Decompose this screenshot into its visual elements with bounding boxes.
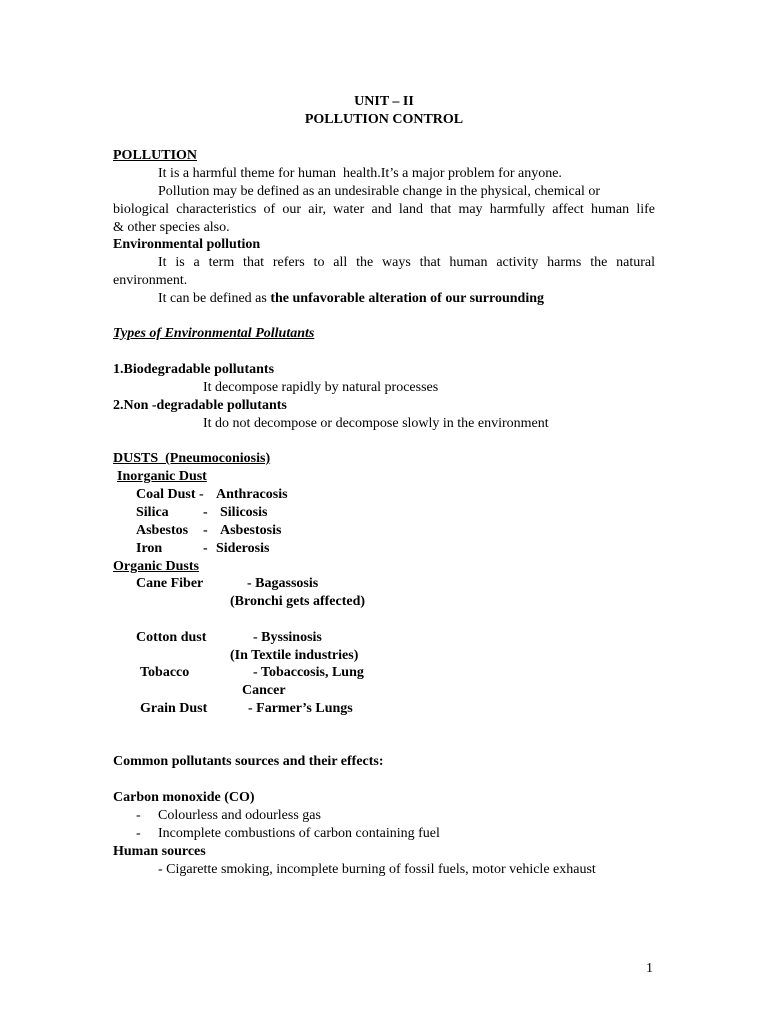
inorganic-dash-asbestos: - <box>203 523 208 538</box>
organic-disease-cane: - Bagassosis <box>247 576 319 591</box>
organic-name-cane: Cane Fiber <box>136 576 204 591</box>
page-title: POLLUTION CONTROL <box>304 112 464 127</box>
inorganic-disease-iron: Siderosis <box>216 541 270 556</box>
co-bullet-2: - <box>136 826 141 841</box>
inorganic-name-silica: Silica <box>136 505 169 520</box>
organic-name-grain: Grain Dust <box>140 701 208 716</box>
dusts-heading: DUSTS (Pneumoconiosis) <box>113 451 271 466</box>
environmental-heading: Environmental pollution <box>113 237 261 252</box>
pollution-definition-3: & other species also. <box>113 220 230 235</box>
organic-disease-cotton: - Byssinosis <box>253 630 322 645</box>
inorganic-dash-iron: - <box>203 541 208 556</box>
organic-dusts-heading: Organic Dusts <box>113 559 199 574</box>
human-sources-line: - Cigarette smoking, incomplete burning of fossil fuels, motor vehicle exhaust <box>158 862 596 877</box>
organic-disease-tobacco-cont: Cancer <box>242 683 286 698</box>
unit-label: UNIT – II <box>354 94 414 109</box>
types-heading: Types of Environmental Pollutants <box>113 326 315 341</box>
co-item-1: Colourless and odourless gas <box>158 808 321 823</box>
co-heading: Carbon monoxide (CO) <box>113 790 255 805</box>
page-number: 1 <box>646 961 653 976</box>
organic-name-cotton: Cotton dust <box>136 630 207 645</box>
pollution-heading: POLLUTION <box>113 148 198 163</box>
biodegradable-desc: It decompose rapidly by natural processes <box>203 380 439 395</box>
organic-disease-grain: - Farmer’s Lungs <box>248 701 353 716</box>
inorganic-dash-silica: - <box>203 505 208 520</box>
inorganic-name-asbestos: Asbestos <box>136 523 189 538</box>
inorganic-dust-heading: Inorganic Dust <box>117 469 207 484</box>
pollution-intro: It is a harmful theme for human health.It’s a major problem for anyone. <box>158 166 562 181</box>
organic-note-cotton: (In Textile industries) <box>230 648 359 663</box>
co-item-2: Incomplete combustions of carbon containing fuel <box>158 826 440 841</box>
nondegradable-heading: 2.Non -degradable pollutants <box>113 398 287 413</box>
common-pollutants-heading: Common pollutants sources and their effects: <box>113 754 384 769</box>
environmental-line-1: It is a term that refers to all the ways that human activity harms the natural <box>158 255 655 270</box>
inorganic-disease-coal: Anthracosis <box>216 487 288 502</box>
organic-name-tobacco: Tobacco <box>140 665 190 680</box>
biodegradable-heading: 1.Biodegradable pollutants <box>113 362 275 377</box>
environmental-definition-prefix: It can be defined as <box>158 291 271 306</box>
nondegradable-desc: It do not decompose or decompose slowly in the environment <box>203 416 549 431</box>
organic-note-cane: (Bronchi gets affected) <box>230 594 366 609</box>
environmental-definition <box>158 290 544 308</box>
pollution-definition-1: Pollution may be defined as an undesirable change in the physical, chemical or <box>158 184 601 199</box>
inorganic-name-coal: Coal Dust - <box>136 487 204 502</box>
environmental-definition-bold: the unfavorable alteration of our surrounding <box>270 291 545 306</box>
inorganic-disease-asbestos: Asbestosis <box>220 523 282 538</box>
co-bullet-1: - <box>136 808 141 823</box>
human-sources-heading: Human sources <box>113 844 206 859</box>
inorganic-disease-silica: Silicosis <box>220 505 268 520</box>
organic-disease-tobacco: - Tobaccosis, Lung <box>253 665 364 680</box>
environmental-line-2: environment. <box>113 273 188 288</box>
inorganic-name-iron: Iron <box>136 541 163 556</box>
pollution-definition-2: biological characteristics of our air, water and land that may harmfully affect human life <box>113 202 655 217</box>
